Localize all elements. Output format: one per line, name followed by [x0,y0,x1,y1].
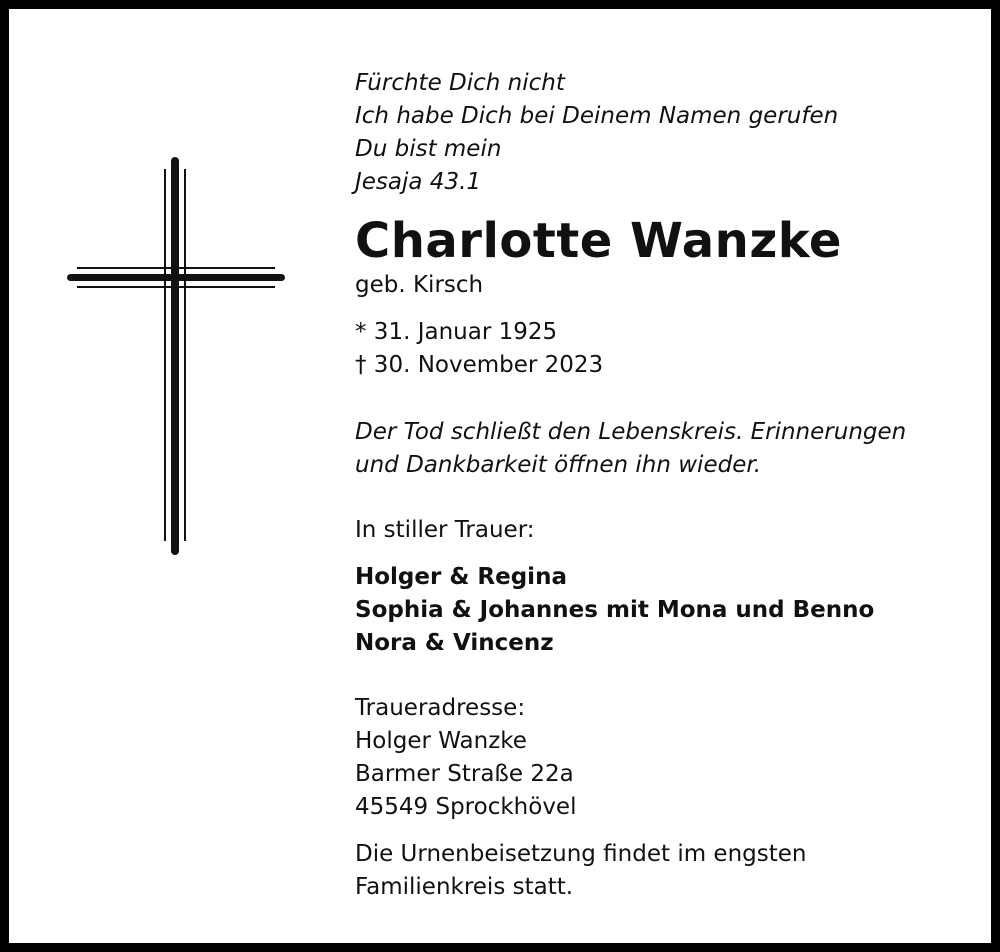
deceased-name: Charlotte Wanzke [355,213,842,269]
address-line: Barmer Straße 22a [355,761,574,787]
mourner-name: Sophia & Johannes mit Mona und Benno [355,597,875,623]
verse-line: Du bist mein [355,136,502,162]
obituary-text [355,67,975,904]
cross-icon [67,157,285,555]
address-line: 45549 Sprockhövel [355,794,577,820]
maiden-name: geb. Kirsch [355,272,484,298]
quote-line: und Dankbarkeit öffnen ihn wieder. [355,452,762,478]
death-date: † 30. November 2023 [355,352,604,378]
address-label: Traueradresse: [355,695,526,721]
mourner-name: Nora & Vincenz [355,630,554,656]
birth-date: * 31. Januar 1925 [355,319,558,345]
mourner-name: Holger & Regina [355,564,567,590]
notice-line: Familienkreis statt. [355,874,574,900]
verse-line: Ich habe Dich bei Deinem Namen gerufen [355,103,839,129]
notice-line: Die Urnenbeisetzung findet im engsten [355,841,807,867]
mourners-intro: In stiller Trauer: [355,517,535,543]
verse-reference: Jesaja 43.1 [355,169,482,195]
quote-line: Der Tod schließt den Lebenskreis. Erinnerungen [355,419,907,445]
address-line: Holger Wanzke [355,728,527,754]
verse-line: Fürchte Dich nicht [355,70,565,96]
